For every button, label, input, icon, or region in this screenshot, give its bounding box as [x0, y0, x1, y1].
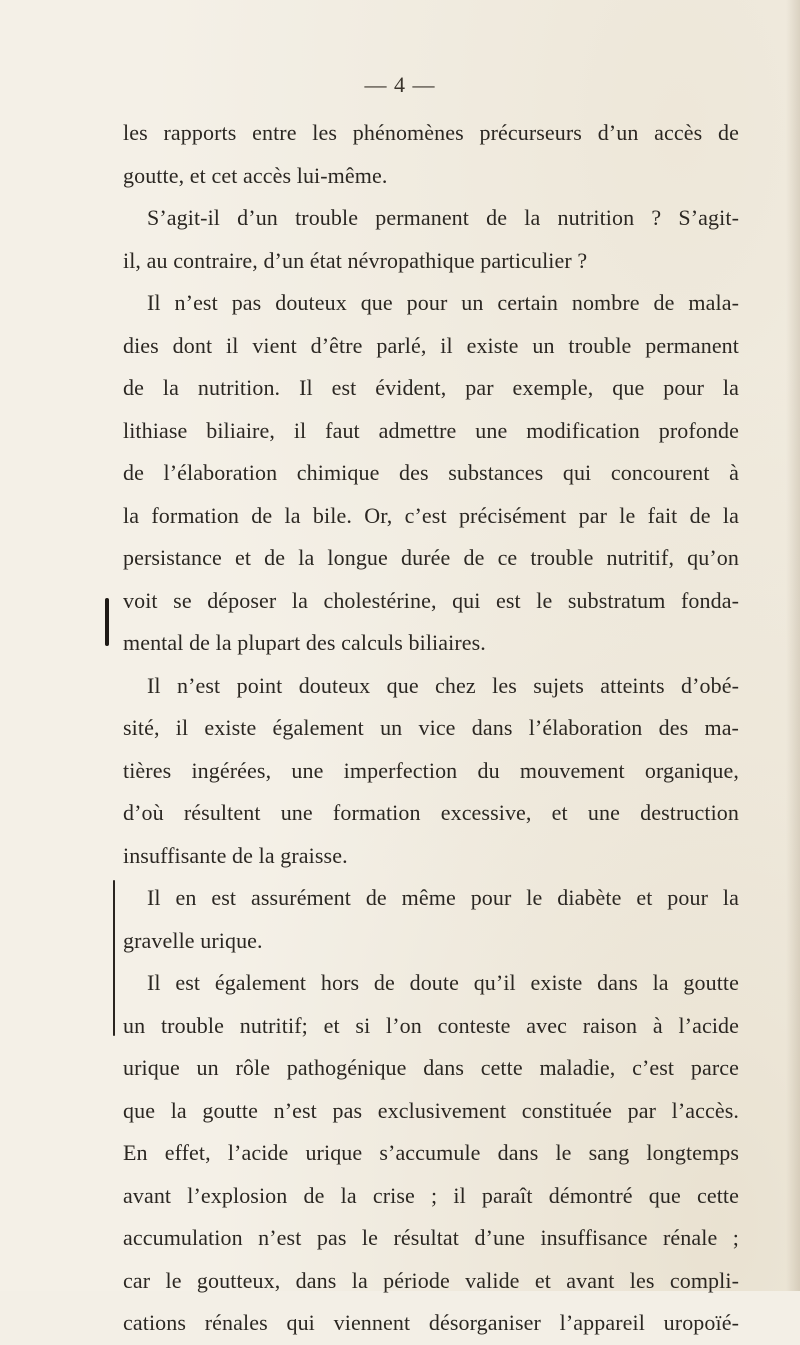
text-line: car le goutteux, dans la période valide et avant les compli- [123, 1267, 739, 1293]
text-line: lithiase biliaire, il faut admettre une modification profonde [123, 417, 739, 443]
text-line: voit se déposer la cholestérine, qui est le substratum fonda- [123, 587, 739, 613]
text-line: de la nutrition. Il est évident, par exemple, que pour la [123, 375, 739, 400]
body-text [123, 112, 739, 1345]
text-line: goutte, et cet accès lui-même. [123, 162, 388, 188]
page-edge-shadow [786, 0, 800, 1291]
margin-pencil-mark-lower [113, 880, 115, 1036]
text-line: un trouble nutritif; et si l’on conteste avec raison à l’acide [123, 1012, 739, 1038]
text-line: insuffisante de la graisse. [123, 842, 348, 868]
text-line: les rapports entre les phénomènes précurseurs d’un accès de [123, 120, 739, 145]
text-line: avant l’explosion de la crise ; il paraît démontré que cette [123, 1182, 739, 1208]
text-line: d’où résultent une formation excessive, et une destruction [123, 800, 739, 825]
text-line: la formation de la bile. Or, c’est précisément par le fait de la [123, 502, 739, 528]
text-line: de l’élaboration chimique des substances qui concourent à [123, 460, 739, 485]
text-line: urique un rôle pathogénique dans cette maladie, c’est parce [123, 1055, 739, 1080]
text-line: tières ingérées, une imperfection du mouvement organique, [123, 757, 739, 783]
text-line: Il n’est pas douteux que pour un certain nombre de mala- [147, 290, 739, 315]
page-number: — 4 — [364, 72, 436, 97]
text-line: mental de la plupart des calculs biliaires. [123, 630, 486, 655]
text-line: cations rénales qui viennent désorganiser l’appareil uropoïé- [123, 1310, 739, 1335]
text-line: Il est également hors de doute qu’il existe dans la goutte [147, 970, 739, 995]
text-line: persistance et de la longue durée de ce trouble nutritif, qu’on [123, 545, 739, 570]
text-line: En effet, l’acide urique s’accumule dans le sang longtemps [123, 1140, 739, 1165]
text-line: dies dont il vient d’être parlé, il existe un trouble permanent [123, 332, 739, 358]
text-line: sité, il existe également un vice dans l’élaboration des ma- [123, 715, 739, 740]
text-line: gravelle urique. [123, 927, 263, 953]
text-line: S’agit-il d’un trouble permanent de la nutrition ? S’agit- [147, 205, 739, 230]
text-line: que la goutte n’est pas exclusivement constituée par l’accès. [123, 1097, 739, 1123]
text-line: accumulation n’est pas le résultat d’une insuffisance rénale ; [123, 1225, 739, 1250]
text-line: Il en est assurément de même pour le diabète et pour la [147, 885, 739, 910]
text-line: il, au contraire, d’un état névropathique particulier ? [123, 247, 588, 273]
margin-pencil-mark-upper [105, 598, 109, 646]
text-line: Il n’est point douteux que chez les sujets atteints d’obé- [147, 672, 739, 698]
